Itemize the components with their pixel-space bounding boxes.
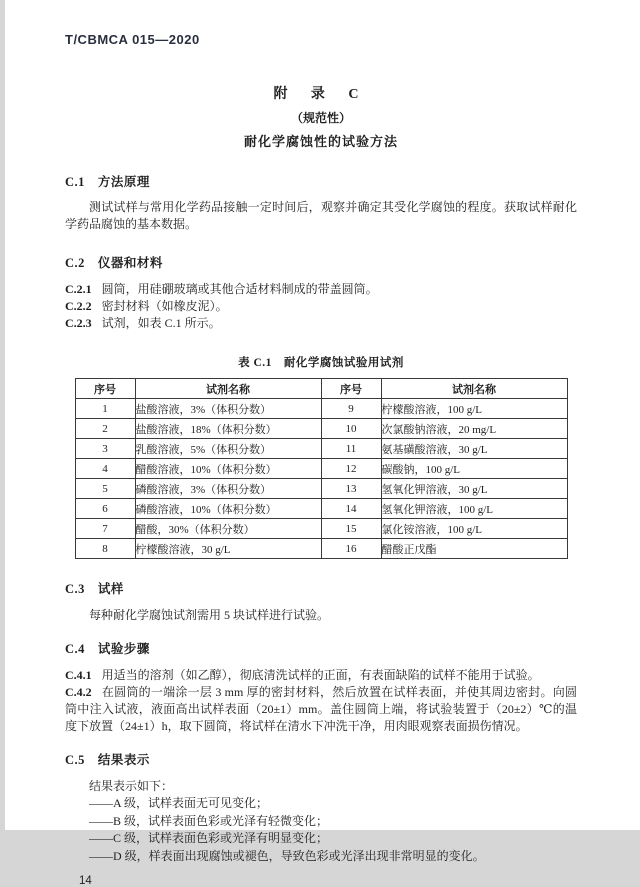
table-header-row — [75, 379, 567, 399]
reagent-name: 盐酸溶液，18%（体积分数） — [135, 419, 321, 439]
reagent-name: 氯化铵溶液，100 g/L — [381, 519, 567, 539]
table-row — [75, 479, 567, 499]
table-row — [75, 399, 567, 419]
result-grades-list — [65, 795, 577, 865]
clause-number: C.2.1 — [65, 282, 92, 296]
reagent-seq: 6 — [75, 499, 135, 519]
result-grade-d: ——D 级，样表面出现腐蚀或褪色，导致色彩或光泽出现非常明显的变化。 — [89, 848, 485, 863]
appendix-normative-label: （规范性） — [290, 111, 351, 125]
section-c5-intro: 结果表示如下： — [89, 779, 174, 793]
reagent-name: 醋酸，30%（体积分数） — [135, 519, 321, 539]
result-grade-a: ——A 级，试样表面无可见变化； — [89, 796, 269, 810]
clause-text: 圆筒，用硅硼玻璃或其他合适材料制成的带盖圆筒。 — [101, 282, 378, 296]
standard-doc-code: T/CBMCA 015—2020 — [65, 32, 200, 47]
page-number: 14 — [79, 875, 92, 887]
result-grade-b: ——B 级，试样表面色彩或光泽有轻微变化； — [89, 813, 329, 828]
clause-number: C.4.2 — [65, 685, 92, 699]
reagent-seq: 15 — [321, 519, 381, 539]
table-c1-title: 表 C.1 耐化学腐蚀试验用试剂 — [238, 357, 404, 369]
reagent-seq: 11 — [321, 439, 381, 459]
document-page — [5, 0, 640, 887]
reagent-name: 氢氧化钾溶液，100 g/L — [381, 499, 567, 519]
clause-text: 在圆筒的一端涂一层 3 mm 厚的密封材料，然后放置在试样表面，并使其周边密封。向圆筒中注入试液，液面高出试样表面（20±1）mm。盖住圆筒上端，将试验装置于（20±2）℃的温度下放置（24±1）h，取下圆筒，将试样在清水下冲洗干净，用肉眼观察表面损伤情况。 — [65, 685, 577, 733]
table-row — [75, 539, 567, 559]
reagent-seq: 9 — [321, 399, 381, 419]
table-row — [75, 459, 567, 479]
clause-c2-1 — [65, 281, 577, 298]
table-row — [75, 519, 567, 539]
reagent-name: 醋酸溶液，10%（体积分数） — [135, 459, 321, 479]
reagent-seq: 3 — [75, 439, 135, 459]
table-row — [75, 439, 567, 459]
section-c3-paragraph: 每种耐化学腐蚀试剂需用 5 块试样进行试验。 — [89, 608, 330, 622]
clause-text: 密封材料（如橡皮泥）。 — [101, 299, 228, 313]
clause-text: 用适当的溶剂（如乙醇），彻底清洗试样的正面，有表面缺陷的试样不能用于试验。 — [101, 668, 540, 682]
table-row — [75, 499, 567, 519]
reagent-seq: 2 — [75, 419, 135, 439]
section-c5-heading: C.5 结果表示 — [65, 753, 150, 767]
clause-c2-3 — [65, 315, 577, 332]
reagent-seq: 16 — [321, 539, 381, 559]
reagent-name: 氢氧化钾溶液，30 g/L — [381, 479, 567, 499]
appendix-title-block — [65, 83, 577, 150]
col-header-name-left: 试剂名称 — [135, 379, 321, 399]
section-c3-heading: C.3 试样 — [65, 582, 124, 596]
table-row — [75, 419, 567, 439]
reagents-table — [75, 378, 568, 559]
clause-number: C.2.3 — [65, 316, 92, 330]
reagent-seq: 4 — [75, 459, 135, 479]
reagent-name: 醋酸正戊酯 — [381, 539, 567, 559]
section-c1-heading: C.1 方法原理 — [65, 175, 150, 189]
clause-c4-1 — [65, 667, 577, 684]
reagent-name: 氨基磺酸溶液，30 g/L — [381, 439, 567, 459]
appendix-title: 附 录 C — [273, 87, 369, 102]
reagent-seq: 14 — [321, 499, 381, 519]
reagent-name: 磷酸溶液，10%（体积分数） — [135, 499, 321, 519]
reagent-name: 乳酸溶液，5%（体积分数） — [135, 439, 321, 459]
clause-text: 试剂，如表 C.1 所示。 — [101, 316, 221, 330]
section-c4-heading: C.4 试验步骤 — [65, 642, 150, 656]
clause-c4-2 — [65, 684, 577, 735]
reagent-name: 柠檬酸溶液，30 g/L — [135, 539, 321, 559]
clause-number: C.4.1 — [65, 668, 92, 682]
reagent-seq: 8 — [75, 539, 135, 559]
col-header-seq-left: 序号 — [75, 379, 135, 399]
reagent-seq: 1 — [75, 399, 135, 419]
col-header-seq-right: 序号 — [321, 379, 381, 399]
clause-number: C.2.2 — [65, 299, 92, 313]
reagent-name: 磷酸溶液，3%（体积分数） — [135, 479, 321, 499]
result-grade-c: ——C 级，试样表面色彩或光泽有明显变化； — [89, 831, 329, 845]
reagent-seq: 13 — [321, 479, 381, 499]
col-header-name-right: 试剂名称 — [381, 379, 567, 399]
section-c2-heading: C.2 仪器和材料 — [65, 256, 163, 270]
reagent-name: 碳酸钠，100 g/L — [381, 459, 567, 479]
section-c1-paragraph: 测试试样与常用化学药品接触一定时间后，观察并确定其受化学腐蚀的程度。获取试样耐化学药品腐蚀的基本数据。 — [65, 200, 577, 231]
reagent-name: 柠檬酸溶液，100 g/L — [381, 399, 567, 419]
clause-c2-2 — [65, 298, 577, 315]
reagent-seq: 10 — [321, 419, 381, 439]
reagent-name: 次氯酸钠溶液，20 mg/L — [381, 419, 567, 439]
reagent-seq: 12 — [321, 459, 381, 479]
reagent-seq: 7 — [75, 519, 135, 539]
appendix-subtitle: 耐化学腐蚀性的试验方法 — [243, 134, 398, 149]
reagent-seq: 5 — [75, 479, 135, 499]
reagent-name: 盐酸溶液，3%（体积分数） — [135, 399, 321, 419]
